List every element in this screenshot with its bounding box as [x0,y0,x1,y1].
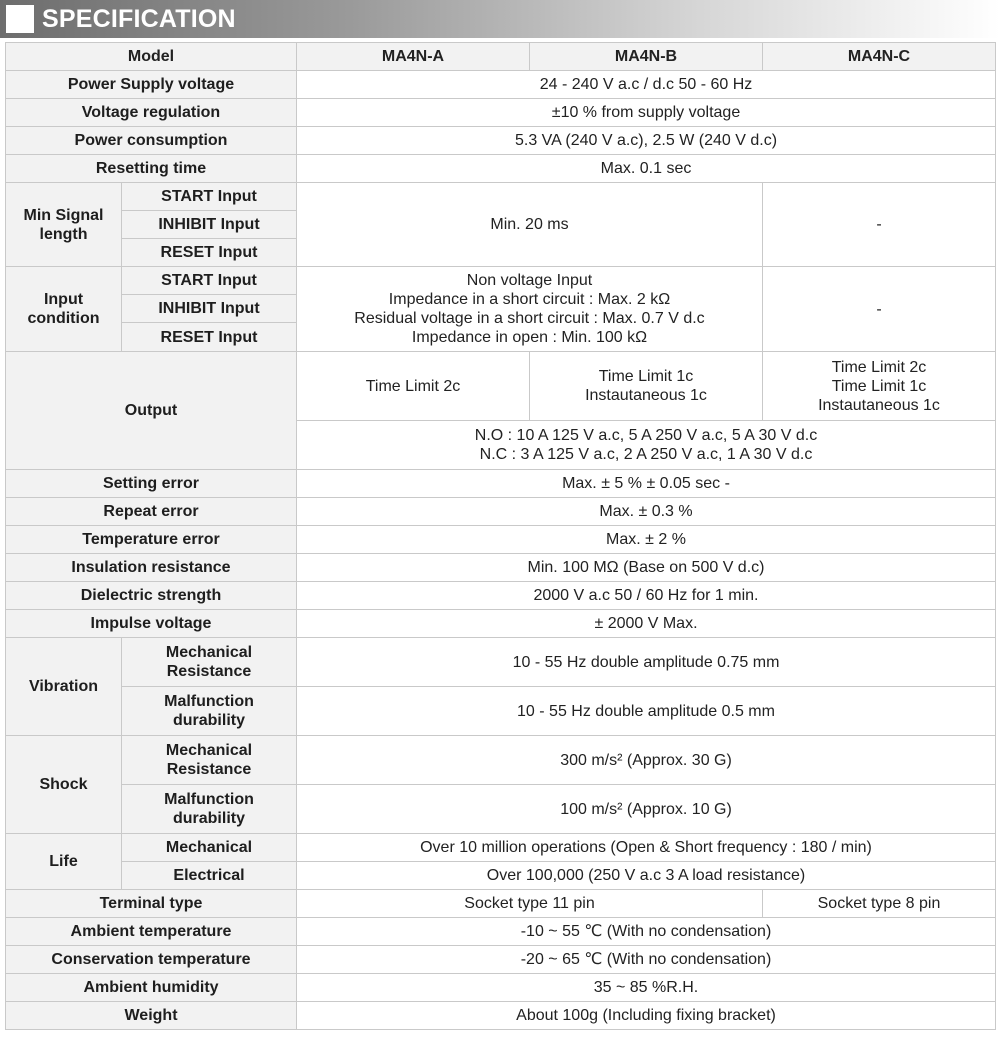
table-row [6,99,996,127]
table-row [6,1002,996,1030]
row-label: Ambient temperature [6,918,297,946]
row-value: About 100g (Including fixing bracket) [297,1002,996,1030]
row-value: ± 2000 V Max. [297,610,996,638]
sub-label-line: durability [172,712,245,729]
table-row [6,71,996,99]
model-b-header: MA4N-B [530,43,763,71]
table-row [6,127,996,155]
sub-label: START Input [122,183,297,211]
row-value: Socket type 11 pin [297,890,763,918]
value-line: Residual voltage in a short circuit : Max. 0.7 V d.c [354,310,705,327]
sub-label [122,785,297,834]
row-value: Over 100,000 (250 V a.c 3 A load resistance) [297,862,996,890]
row-value: 100 m/s² (Approx. 10 G) [297,785,996,834]
table-row [6,183,996,211]
table-row [6,890,996,918]
row-value: Min. 100 MΩ (Base on 500 V d.c) [297,554,996,582]
row-value: 5.3 VA (240 V a.c), 2.5 W (240 V d.c) [297,127,996,155]
table-row [6,610,996,638]
table-row [6,687,996,736]
output-value-c [763,352,996,421]
sub-label-line: Malfunction [164,791,254,808]
sub-label: RESET Input [122,323,297,352]
row-label: Dielectric strength [6,582,297,610]
table-row [6,352,996,421]
row-value-c: Socket type 8 pin [763,890,996,918]
table-row [6,498,996,526]
sub-label-line: durability [172,810,245,827]
input-condition-value-c: - [763,267,996,352]
output-value-a [297,352,530,421]
table-row [6,267,996,295]
input-condition-group-label [6,267,122,352]
sub-label [122,736,297,785]
group-label-line: condition [27,310,100,327]
header-square-icon [6,5,34,33]
specification-table [5,42,996,1030]
min-signal-group-label [6,183,122,267]
input-condition-value [297,267,763,352]
row-label: Repeat error [6,498,297,526]
row-value: Max. ± 0.3 % [297,498,996,526]
section-header [0,0,1000,38]
sub-label: RESET Input [122,239,297,267]
sub-label-line: Malfunction [164,693,254,710]
model-header: Model [6,43,297,71]
row-value: 2000 V a.c 50 / 60 Hz for 1 min. [297,582,996,610]
model-c-header: MA4N-C [763,43,996,71]
sub-label [122,687,297,736]
min-signal-value-c: - [763,183,996,267]
row-label: Power Supply voltage [6,71,297,99]
value-line: Time Limit 1c [598,368,694,385]
value-line: Time Limit 2c [365,377,461,395]
life-group-label: Life [6,834,122,890]
row-label: Insulation resistance [6,554,297,582]
value-line: Time Limit 2c [831,358,927,376]
table-row [6,155,996,183]
table-row [6,736,996,785]
sub-label-line: Resistance [166,663,252,680]
table-row [6,526,996,554]
vibration-group-label: Vibration [6,638,122,736]
row-label: Temperature error [6,526,297,554]
shock-group-label: Shock [6,736,122,834]
row-value: 24 - 240 V a.c / d.c 50 - 60 Hz [297,71,996,99]
sub-label: Mechanical [122,834,297,862]
table-row [6,862,996,890]
group-label-line: Input [43,291,84,308]
sub-label: START Input [122,267,297,295]
row-label: Voltage regulation [6,99,297,127]
row-label: Setting error [6,470,297,498]
row-label: Conservation temperature [6,946,297,974]
value-line: Instautaneous 1c [818,396,940,414]
row-value: Max. 0.1 sec [297,155,996,183]
row-value: -20 ~ 65 ℃ (With no condensation) [297,946,996,974]
row-label: Weight [6,1002,297,1030]
row-label: Resetting time [6,155,297,183]
section-title: SPECIFICATION [42,5,236,33]
sub-label-line: Resistance [166,761,252,778]
row-value: 35 ~ 85 %R.H. [297,974,996,1002]
output-value-b [530,352,763,421]
model-a-header: MA4N-A [297,43,530,71]
table-row [6,470,996,498]
value-line: Non voltage Input [466,272,593,289]
table-row [6,43,996,71]
value-line: N.O : 10 A 125 V a.c, 5 A 250 V a.c, 5 A 30 V d.c [474,427,818,444]
row-value: 10 - 55 Hz double amplitude 0.5 mm [297,687,996,736]
value-line: Time Limit 1c [831,377,927,395]
sub-label [122,638,297,687]
min-signal-value: Min. 20 ms [297,183,763,267]
row-value: Max. ± 2 % [297,526,996,554]
row-label: Ambient humidity [6,974,297,1002]
row-value: 300 m/s² (Approx. 30 G) [297,736,996,785]
table-row [6,834,996,862]
table-row [6,554,996,582]
sub-label-line: Mechanical [165,644,253,661]
row-value: 10 - 55 Hz double amplitude 0.75 mm [297,638,996,687]
table-row [6,582,996,610]
table-row [6,785,996,834]
row-label: Power consumption [6,127,297,155]
row-value: ±10 % from supply voltage [297,99,996,127]
sub-label: Electrical [122,862,297,890]
output-label: Output [6,352,297,470]
group-label-line: Min Signal [23,206,104,224]
value-line: Impedance in a short circuit : Max. 2 kΩ [388,291,671,308]
row-label: Impulse voltage [6,610,297,638]
table-row [6,638,996,687]
value-line: Impedance in open : Min. 100 kΩ [411,329,648,346]
sub-label: INHIBIT Input [122,295,297,323]
row-value: Over 10 million operations (Open & Short frequency : 180 / min) [297,834,996,862]
row-label: Terminal type [6,890,297,918]
table-row [6,946,996,974]
row-value: Max. ± 5 % ± 0.05 sec - [297,470,996,498]
value-line: N.C : 3 A 125 V a.c, 2 A 250 V a.c, 1 A 30 V d.c [479,446,813,463]
sub-label: INHIBIT Input [122,211,297,239]
row-value: -10 ~ 55 ℃ (With no condensation) [297,918,996,946]
table-row [6,974,996,1002]
sub-label-line: Mechanical [165,742,253,759]
group-label-line: length [39,225,88,243]
output-contacts [297,421,996,470]
value-line: Instautaneous 1c [585,387,707,404]
table-row [6,918,996,946]
